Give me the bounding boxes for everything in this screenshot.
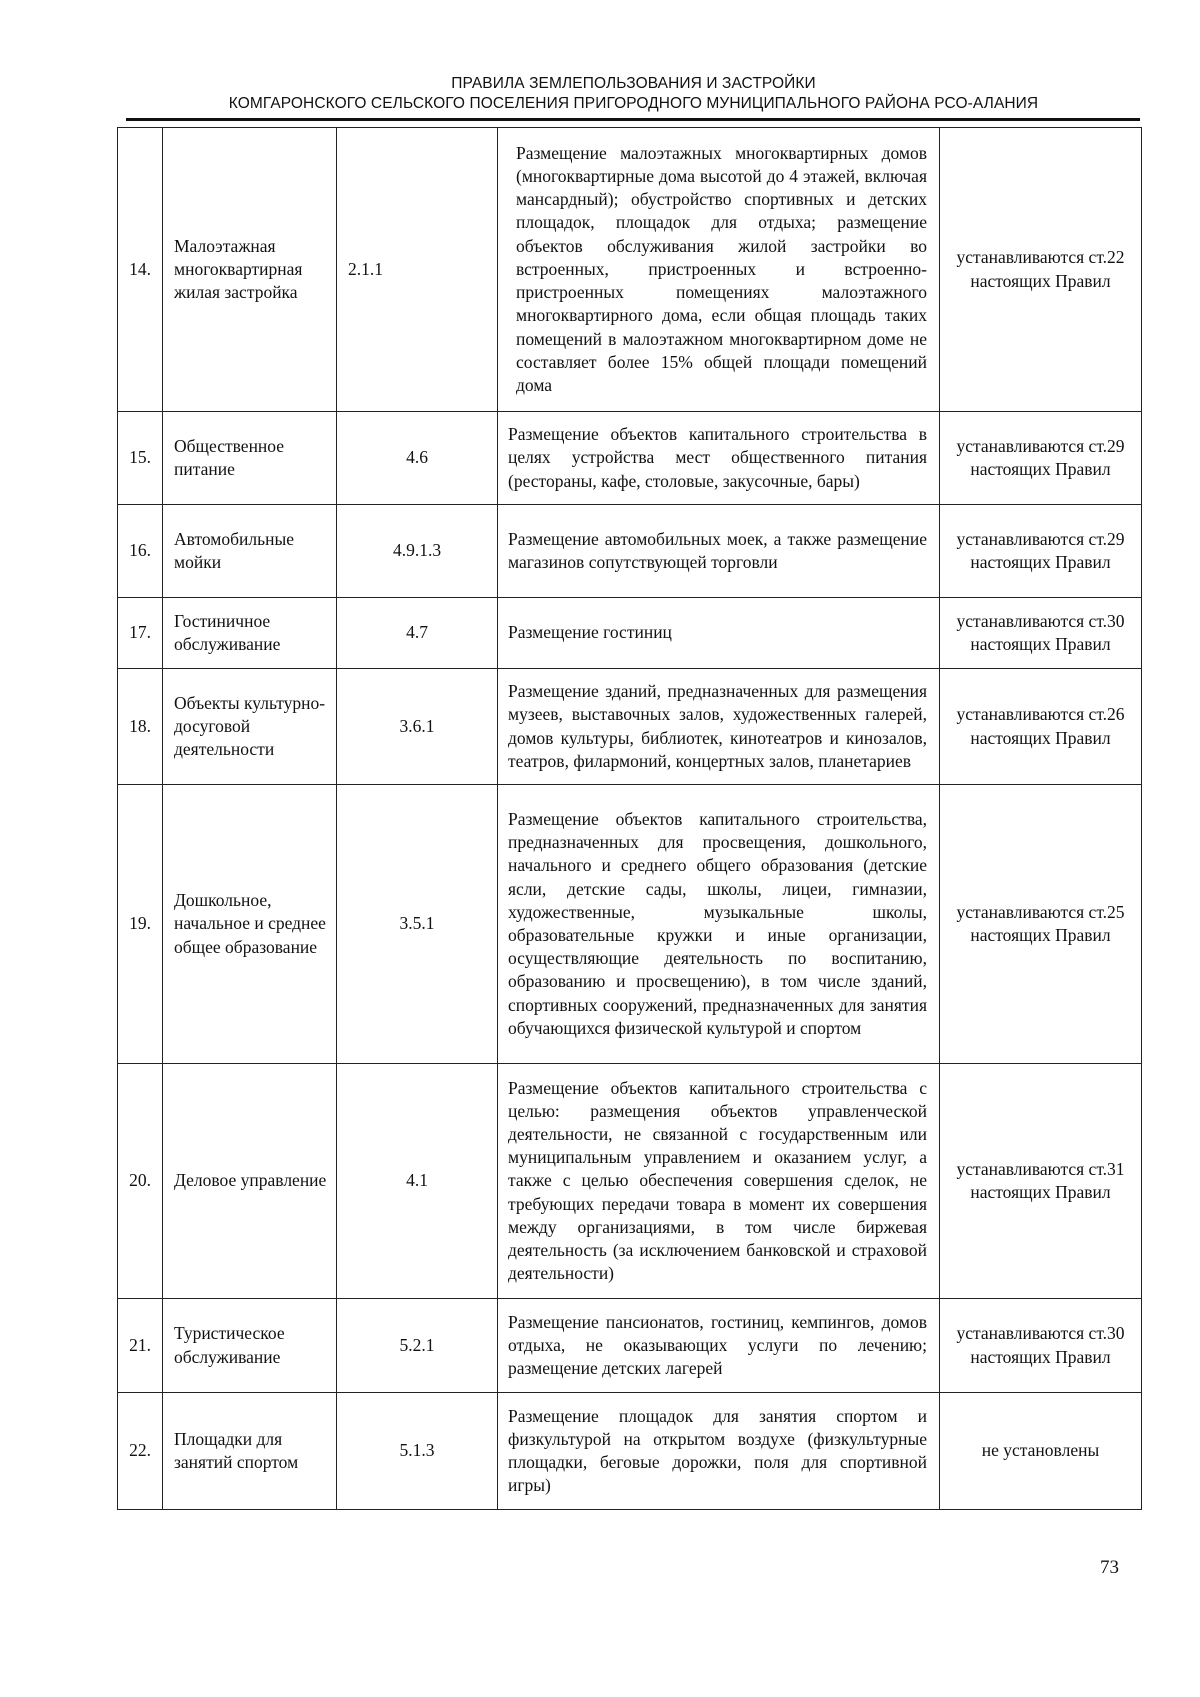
table-row (118, 1299, 1142, 1393)
use-type-code: 4.1 (337, 1064, 498, 1299)
use-type-name: Туристическое обслуживание (163, 1299, 337, 1393)
limit-parameters: устанавливаются ст.30 настоящих Правил (940, 598, 1142, 669)
use-type-description: Размещение гостиниц (498, 598, 940, 669)
table-row (118, 1393, 1142, 1510)
header-divider (126, 118, 1140, 121)
limit-parameters: устанавливаются ст.25 настоящих Правил (940, 785, 1142, 1064)
limit-parameters: устанавливаются ст.30 настоящих Правил (940, 1299, 1142, 1393)
use-type-name: Малоэтажная многоквартирная жилая застройка (163, 128, 337, 412)
row-number: 21. (118, 1299, 163, 1393)
row-number: 14. (118, 128, 163, 412)
header-line-1: ПРАВИЛА ЗЕМЛЕПОЛЬЗОВАНИЯ И ЗАСТРОЙКИ (451, 75, 816, 92)
use-type-code: 4.7 (337, 598, 498, 669)
row-number: 16. (118, 505, 163, 598)
table-row (118, 669, 1142, 785)
use-type-code: 4.6 (337, 412, 498, 505)
use-type-code: 4.9.1.3 (337, 505, 498, 598)
table-row (118, 505, 1142, 598)
table-row (118, 128, 1142, 412)
limit-parameters: устанавливаются ст.29 настоящих Правил (940, 412, 1142, 505)
land-use-table (117, 127, 1142, 1510)
limit-parameters: не установлены (940, 1393, 1142, 1510)
use-type-description: Размещение малоэтажных многоквартирных домов (многоквартирные дома высотой до 4 этажей, включая мансардный); обустройство спортивных и детских площадок, площадок для отдыха; размещение объектов обслуживания жилой застройки во встроенных, пристроенных и встроенно-пристроенных помещениях малоэтажного многоквартирного дома, если общая площадь таких помещений в малоэтажном многоквартирном доме не составляет более 15% общей площади помещений дома (498, 128, 940, 412)
use-type-code: 3.5.1 (337, 785, 498, 1064)
row-number: 17. (118, 598, 163, 669)
use-type-description: Размещение объектов капитального строительства, предназначенных для просвещения, дошкольного, начального и среднего общего образования (детские ясли, детские сады, школы, лицеи, гимназии, художественные, музыкальные школы, образовательные кружки и иные организации, осуществляющие деятельность по воспитанию, образованию и просвещению), в том числе зданий, спортивных сооружений, предназначенных для занятия обучающихся физической культурой и спортом (498, 785, 940, 1064)
use-type-name: Гостиничное обслуживание (163, 598, 337, 669)
use-type-code: 5.2.1 (337, 1299, 498, 1393)
table-row (118, 598, 1142, 669)
use-type-name: Автомобильные мойки (163, 505, 337, 598)
use-type-code: 5.1.3 (337, 1393, 498, 1510)
row-number: 22. (118, 1393, 163, 1510)
table-row (118, 785, 1142, 1064)
row-number: 19. (118, 785, 163, 1064)
use-type-name: Дошкольное, начальное и среднее общее образование (163, 785, 337, 1064)
use-type-name: Объекты культурно-досуговой деятельности (163, 669, 337, 785)
use-type-name: Деловое управление (163, 1064, 337, 1299)
limit-parameters: устанавливаются ст.31 настоящих Правил (940, 1064, 1142, 1299)
use-type-description: Размещение зданий, предназначенных для размещения музеев, выставочных залов, художественных галерей, домов культуры, библиотек, кинотеатров и кинозалов, театров, филармоний, концертных залов, планетариев (498, 669, 940, 785)
use-type-code: 3.6.1 (337, 669, 498, 785)
limit-parameters: устанавливаются ст.22 настоящих Правил (940, 128, 1142, 412)
use-type-description: Размещение автомобильных моек, а также размещение магазинов сопутствующей торговли (498, 505, 940, 598)
page-number: 73 (1100, 1557, 1119, 1578)
use-type-description: Размещение объектов капитального строительства с целью: размещения объектов управленческой деятельности, не связанной с государственным или муниципальным управлением и оказанием услуг, а также с целью обеспечения совершения сделок, не требующих передачи товара в момент их совершения между организациями, в том числе биржевая деятельность (за исключением банковской и страховой деятельности) (498, 1064, 940, 1299)
row-number: 15. (118, 412, 163, 505)
header-line-2: КОМГАРОНСКОГО СЕЛЬСКОГО ПОСЕЛЕНИЯ ПРИГОРОДНОГО МУНИЦИПАЛЬНОГО РАЙОНА РСО-АЛАНИЯ (228, 95, 1039, 112)
use-type-code: 2.1.1 (337, 128, 498, 412)
table-row (118, 1064, 1142, 1299)
table-row (118, 412, 1142, 505)
row-number: 20. (118, 1064, 163, 1299)
use-type-name: Общественное питание (163, 412, 337, 505)
limit-parameters: устанавливаются ст.29 настоящих Правил (940, 505, 1142, 598)
use-type-name: Площадки для занятий спортом (163, 1393, 337, 1510)
document-header (126, 74, 1141, 114)
use-type-description: Размещение объектов капитального строительства в целях устройства мест общественного питания (рестораны, кафе, столовые, закусочные, бары) (498, 412, 940, 505)
use-type-description: Размещение площадок для занятия спортом и физкультурой на открытом воздухе (физкультурные площадки, беговые дорожки, поля для спортивной игры) (498, 1393, 940, 1510)
use-type-description: Размещение пансионатов, гостиниц, кемпингов, домов отдыха, не оказывающих услуги по лечению; размещение детских лагерей (498, 1299, 940, 1393)
limit-parameters: устанавливаются ст.26 настоящих Правил (940, 669, 1142, 785)
row-number: 18. (118, 669, 163, 785)
